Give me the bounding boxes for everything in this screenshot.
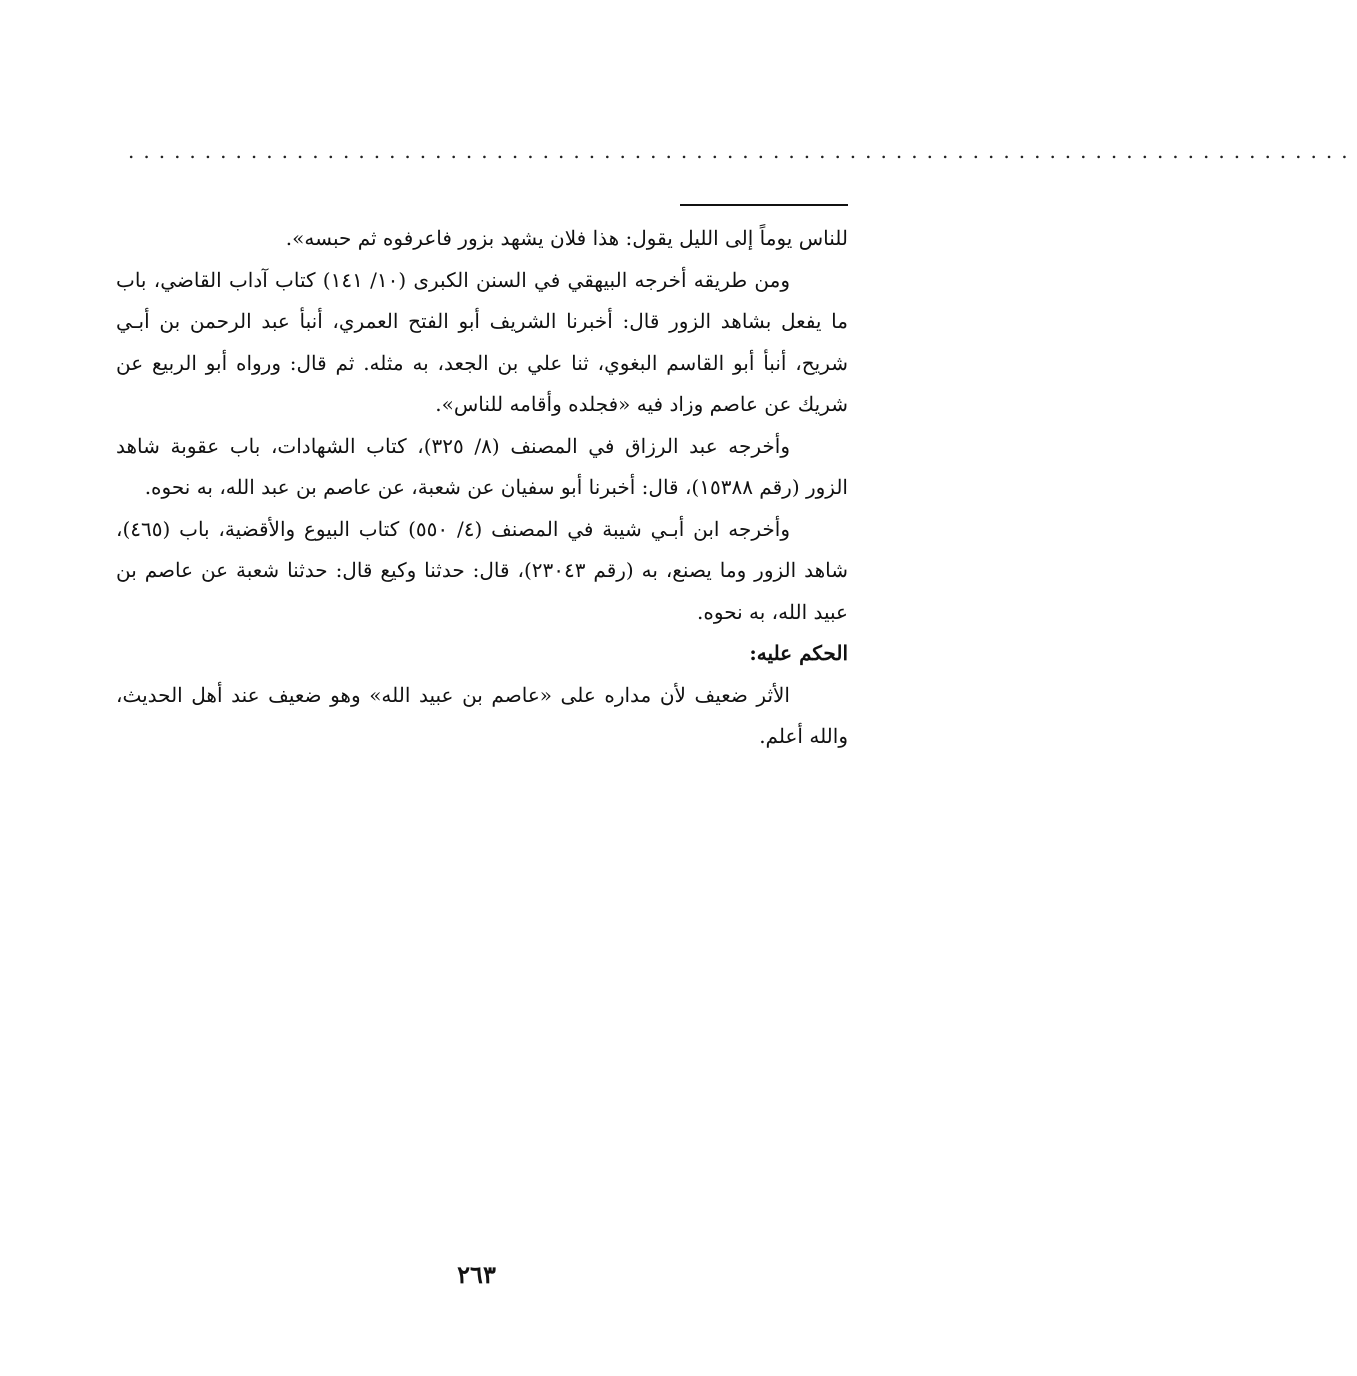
paragraph-5: الأثر ضعيف لأن مداره على «عاصم بن عبيد الله» وهو ضعيف عند أهل الحديث، والله أعلم. <box>116 682 848 748</box>
paragraph-2: ومن طريقه أخرجه البيهقي في السنن الكبرى (١٠/ ١٤١) كتاب آداب القاضي، باب ما يفعل بشاهد الزور قال: أخبرنا الشريف أبو الفتح العمري، أنبأ عبد الرحمن بن أبـي شريح، أنبأ أبو القاسم البغوي، ثنا علي بن الجعد، به مثله. ثم قال: ورواه أبو الربيع عن شريك عن عاصم وزاد فيه «فجلده وأقامه للناس». <box>116 267 848 416</box>
page-number: ٢٦٣ <box>457 1260 496 1289</box>
main-text <box>116 218 848 758</box>
paragraph-1: للناس يوماً إلى الليل يقول: هذا فلان يشهد بزور فاعرفوه ثم حبسه». <box>285 226 848 250</box>
separator-dots: ................................................................................ <box>128 139 1357 163</box>
ruling-heading: الحكم عليه: <box>749 641 848 665</box>
paragraph-4: وأخرجه ابن أبـي شيبة في المصنف (٤/ ٥٥٠) كتاب البيوع والأقضية، باب (٤٦٥)، شاهد الزور وما يصنع، به (رقم ٢٣٠٤٣)، قال: حدثنا وكيع قال: حدثنا شعبة عن عاصم بن عبيد الله، به نحوه. <box>116 516 848 624</box>
paragraph-3: وأخرجه عبد الرزاق في المصنف (٨/ ٣٢٥)، كتاب الشهادات، باب عقوبة شاهد الزور (رقم ١٥٣٨٨)، قال: أخبرنا أبو سفيان عن شعبة، عن عاصم بن عبد الله، به نحوه. <box>116 433 848 499</box>
footnote-rule <box>680 204 848 206</box>
